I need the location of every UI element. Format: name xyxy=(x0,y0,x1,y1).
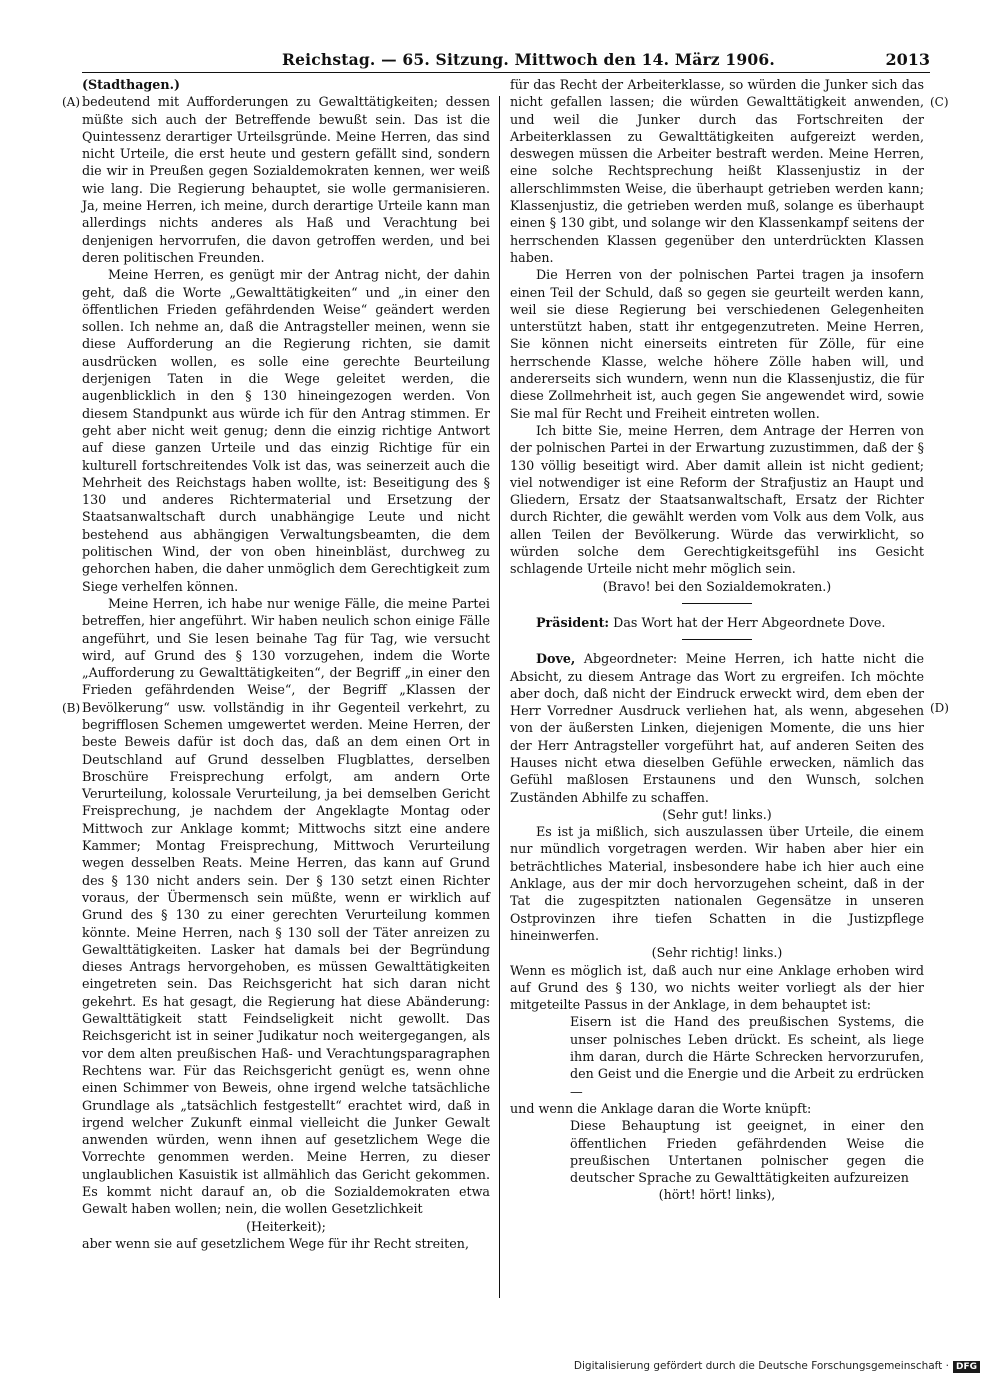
margin-mark-b: (B) xyxy=(62,701,81,715)
paragraph: für das Recht der Arbeiterklasse, so würden die Junker sich das nicht gefallen lassen; die würden Gewalttätigkeit anwenden, und weil die Junker durch das Fortschreiten der Arbeiterklassen zu Gewalttätigkeiten aufgereizt werden, deswegen müssen die Arbeiter bestraft werden. Meine Herren, eine solche Rechtsprechung heißt Klassenjustiz in der allerschlimmsten Weise, die überhaupt getrieben werden kann; Klassenjustiz, die getrieben werden muß, solange es überhaupt einen § 130 gibt, und solange wir den Klassenkampf seitens der herrschenden Klassen gegenüber den unterdrückten Klassen haben. xyxy=(510,77,924,265)
paragraph: und wenn die Anklage daran die Worte knüpft: xyxy=(510,1100,812,1116)
page-number: 2013 xyxy=(885,50,930,69)
paragraph: Ich bitte Sie, meine Herren, dem Antrage der Herren von der polnischen Partei in der Erwartung zuzustimmen, daß der § 130 völlig beseitigt wird. Aber damit allein ist nicht gedient; viel notwendiger ist eine Reform der Strafjustiz an Haupt und Gliedern, Ersatz der Staatsanwaltschaft, Ersatz der Richter durch Richter, die gewählt werden vom Volk aus dem Volk, aus allen Teilen der Bevölkerung. Würde das verwirklicht, so würden solche dem Gerechtigkeitsgefühl ins Gesicht schlagende Urteile nicht mehr möglich sein. xyxy=(510,422,924,577)
interjection: (Sehr gut! links.) xyxy=(662,806,772,822)
header-rule xyxy=(82,72,930,73)
speaker-name: Dove, xyxy=(536,651,576,667)
paragraph: Meine Herren, es genügt mir der Antrag nicht, der dahin geht, daß die Worte „Gewalttätigkeiten“ und „in einer den öffentlichen Frieden gefährdenden Weise“ geändert werden sollen. Ich nehme an, daß die Antragsteller meinen, wenn sie diese Aufforderung an die Regierung richten, sie damit ausdrücken wollen, es solle eine gerechte Beurteilung derjenigen Taten in die Wege geleitet werden, die augenblicklich in den § 130 hineingezogen werden. Von diesem Standpunkt aus würde ich für den Antrag stimmen. Er geht aber nicht weit genug; denn die einzig richtige Antwort auf diese ganzen Urteile und das einzig Richtige für ein kulturell fortschreitendes Volk ist das, was seinerzeit auch die Mehrheit des Reichstags haben wollte, ist: Beseitigung des § 130 und anderes Richtermaterial und Ersetzung der Staatsanwaltschaft durch unabhängige Leute und nicht bestehend aus abhängigen Verwaltungsbeamten, die dem politischen Wind, der von oben hineinbläst, durchweg zu gehorchen haben, die daher unmöglich dem Gerechtigkeit zum Siege verhelfen können. xyxy=(82,267,490,594)
block-quote: Diese Behauptung ist geeignet, in einer den öffentlichen Frieden gefährdenden Weise die preußischen Untertanen polnischer gegen die deutscher Sprache zu Gewalttätigkeiten aufzureizen xyxy=(570,1118,924,1186)
interjection: (Sehr richtig! links.) xyxy=(651,945,783,961)
page-header xyxy=(82,50,930,72)
paragraph: Wenn es möglich ist, daß auch nur eine Anklage erhoben wird auf Grund des § 130, wo nichts weiter vorliegt als der hier mitgeteilte Passus in der Anklage, in dem behauptet ist: xyxy=(510,962,924,1013)
dove-statement xyxy=(510,650,924,806)
section-rule xyxy=(682,603,752,604)
interjection: (hört! hört! links), xyxy=(658,1187,776,1203)
speaker-tag: (Stadthagen.) xyxy=(82,77,181,92)
interjection: (Heiterkeit); xyxy=(246,1218,326,1234)
statement-text: Abgeordneter: Meine Herren, ich hatte nicht die Absicht, zu diesem Antrage das Wort zu ergreifen. Ich möchte aber doch, daß nicht der Eindruck erweckt wird, dem eben der Herr Vorredner Ausdruck verliehen hat, als wenn, abgesehen von der äußersten Linken, diejenigen Momente, die uns hier der Herr Antragsteller vorgeführt hat, auf anderen Seiten des Hauses nicht etwa dieselben Gefühle erwecken, nämlich das Gefühl maßlosen Erstaunens und den Wunsch, solchen Zuständen Abhilfe zu schaffen. xyxy=(510,651,924,805)
block-quote: Eisern ist die Hand des preußischen Systems, die unser polnisches Leben drückt. Es scheint, als liege ihm daran, durch die Härte Schrecken hervorzurufen, den Geist und die Energie und die Arbeit zu erdrücken — xyxy=(570,1014,924,1099)
column-divider xyxy=(499,96,500,1298)
section-rule xyxy=(682,639,752,640)
statement-text: Das Wort hat der Herr Abgeordnete Dove. xyxy=(609,614,886,630)
left-column xyxy=(82,76,490,1252)
margin-mark-c: (C) xyxy=(930,95,949,109)
paragraph: Es ist ja mißlich, sich auszulassen über Urteile, die einem nur mündlich vorgetragen werden. Wir haben aber hier ein beträchtliches Material, insbesondere habe ich hier auch eine Anklage, aus der mir doch hervorzugehen scheint, daß in der Tat die zugespitzten nationalen Gegensätze in unseren Ostprovinzen ihre tiefen Schatten in die Justizpflege hineinwerfen. xyxy=(510,824,924,943)
running-title: Reichstag. — 65. Sitzung. Mittwoch den 14. März 1906. xyxy=(282,50,775,69)
footer-text: Digitalisierung gefördert durch die Deutsche Forschungsgemeinschaft · xyxy=(573,1360,949,1372)
paragraph: Meine Herren, ich habe nur wenige Fälle, die meine Partei betreffen, hier angeführt. Wir haben neulich schon einige Fälle angeführt, und Sie lesen beinahe Tag für Tag, wie versucht wird, auf Grund des § 130 vorzugehen, indem die Worte „Aufforderung zu Gewalttätigkeiten“, der Begriff „in einer den Frieden gefährdenden Weise“, der Begriff „Klassen der Bevölkerung“ usw. vollständig in ihr Gegenteil verkehrt, zu begrifflosen Schemen umgewertet werden. Meine Herren, der beste Beweis dafür ist doch das, daß an dem einen Ort in Deutschland auf Grund desselben Flugblattes, derselben Broschüre Freisprechung erfolgt, am andern Orte Verurteilung, kolossale Verurteilung, ja bei demselben Gericht Freisprechung, je nachdem der Angeklagte Montag oder Mittwoch zur Anklage kommt; Mittwochs sitzt eine andere Kammer; Montag Freisprechung, Mittwoch Verurteilung wegen desselben Reats. Meine Herren, das kann auf Grund des § 130 nicht anders sein. Der § 130 setzt einen Richter voraus, der Übermensch sein müßte, wenn er wirklich auf Grund des § 130 zu einer gerechten Verurteilung kommen könnte. Meine Herren, nach § 130 soll der Täter anreizen zu Gewalttätigkeiten. Lasker hat damals bei der Begründung dieses Antrags hervorgehoben, es müssen Gewalttätigkeiten eingetreten sein. Das Reichsgericht hat sich daran nicht gekehrt. Es hat gesagt, die Regierung hat diese Abänderung: Gewalttätigkeit statt Feindseligkeit nicht gewollt. Das Reichsgericht ist in seiner Judikatur noch weitergegangen, als vor dem alten preußischen Haß- und Verachtungsparagraphen Rechtens war. Für das Reichsgericht genügt es, wenn ohne einen Schimmer von Beweis, ohne irgend welche tatsächliche Grundlage als „tatsächlich festgestellt“ erachtet wird, daß in irgend welcher Zukunft einmal vielleicht die Junker Gewalt anwenden würden, wenn ihnen auf gesetzlichem Wege die Vorrechte genommen werden. Meine Herren, zu dieser unglaublichen Kasuistik ist allmählich das Gericht gekommen. Es kommt nicht darauf an, ob die Sozialdemokraten etwa Gewalt haben wollen; nein, die wollen Gesetzlichkeit xyxy=(82,595,490,1217)
right-column xyxy=(510,76,924,1204)
footer-credit xyxy=(574,1360,980,1373)
paragraph: aber wenn sie auf gesetzlichem Wege für ihr Recht streiten, xyxy=(82,1235,469,1251)
margin-mark-d: (D) xyxy=(930,701,949,715)
paragraph: Die Herren von der polnischen Partei tragen ja insofern einen Teil der Schuld, daß so gegen sie geurteilt werden kann, weil sie diese Regierung bei verschiedenen Gelegenheiten unterstützt haben, statt ihr entgegenzutreten. Meine Herren, Sie können nicht einerseits eintreten für Zölle, für eine herrschende Klasse, welche höhere Zölle haben will, und andererseits sich wundern, wenn nun die Klassenjustiz, die für diese Zollmehrheit ist, auch gegen Sie angewendet wird, sowie Sie mal für Recht und Freiheit eintreten wollen. xyxy=(510,267,924,421)
dfg-logo: DFG xyxy=(953,1361,980,1373)
interjection: (Bravo! bei den Sozialdemokraten.) xyxy=(602,578,832,594)
margin-mark-a: (A) xyxy=(62,95,81,109)
president-statement xyxy=(510,614,924,631)
speaker-name: Präsident: xyxy=(536,614,610,630)
paragraph: bedeutend mit Aufforderungen zu Gewalttätigkeiten; dessen müßte sich auch der Betreffende bewußt sein. Das ist die Quintessenz derartiger Urteilsgründe. Meine Herren, das sind nicht Urteile, die erst heute und gestern gefällt sind, sondern die wir in Preußen gegen Sozialdemokraten kennen, wer weiß wie lang. Die Regierung behauptet, sie wolle germanisieren. Ja, meine Herren, ich meine, durch derartige Urteile kann man allerdings nichts anderes als Haß und Verachtung bei denjenigen hervorrufen, die davon getroffen werden, und bei deren politischen Freunden. xyxy=(82,94,490,265)
